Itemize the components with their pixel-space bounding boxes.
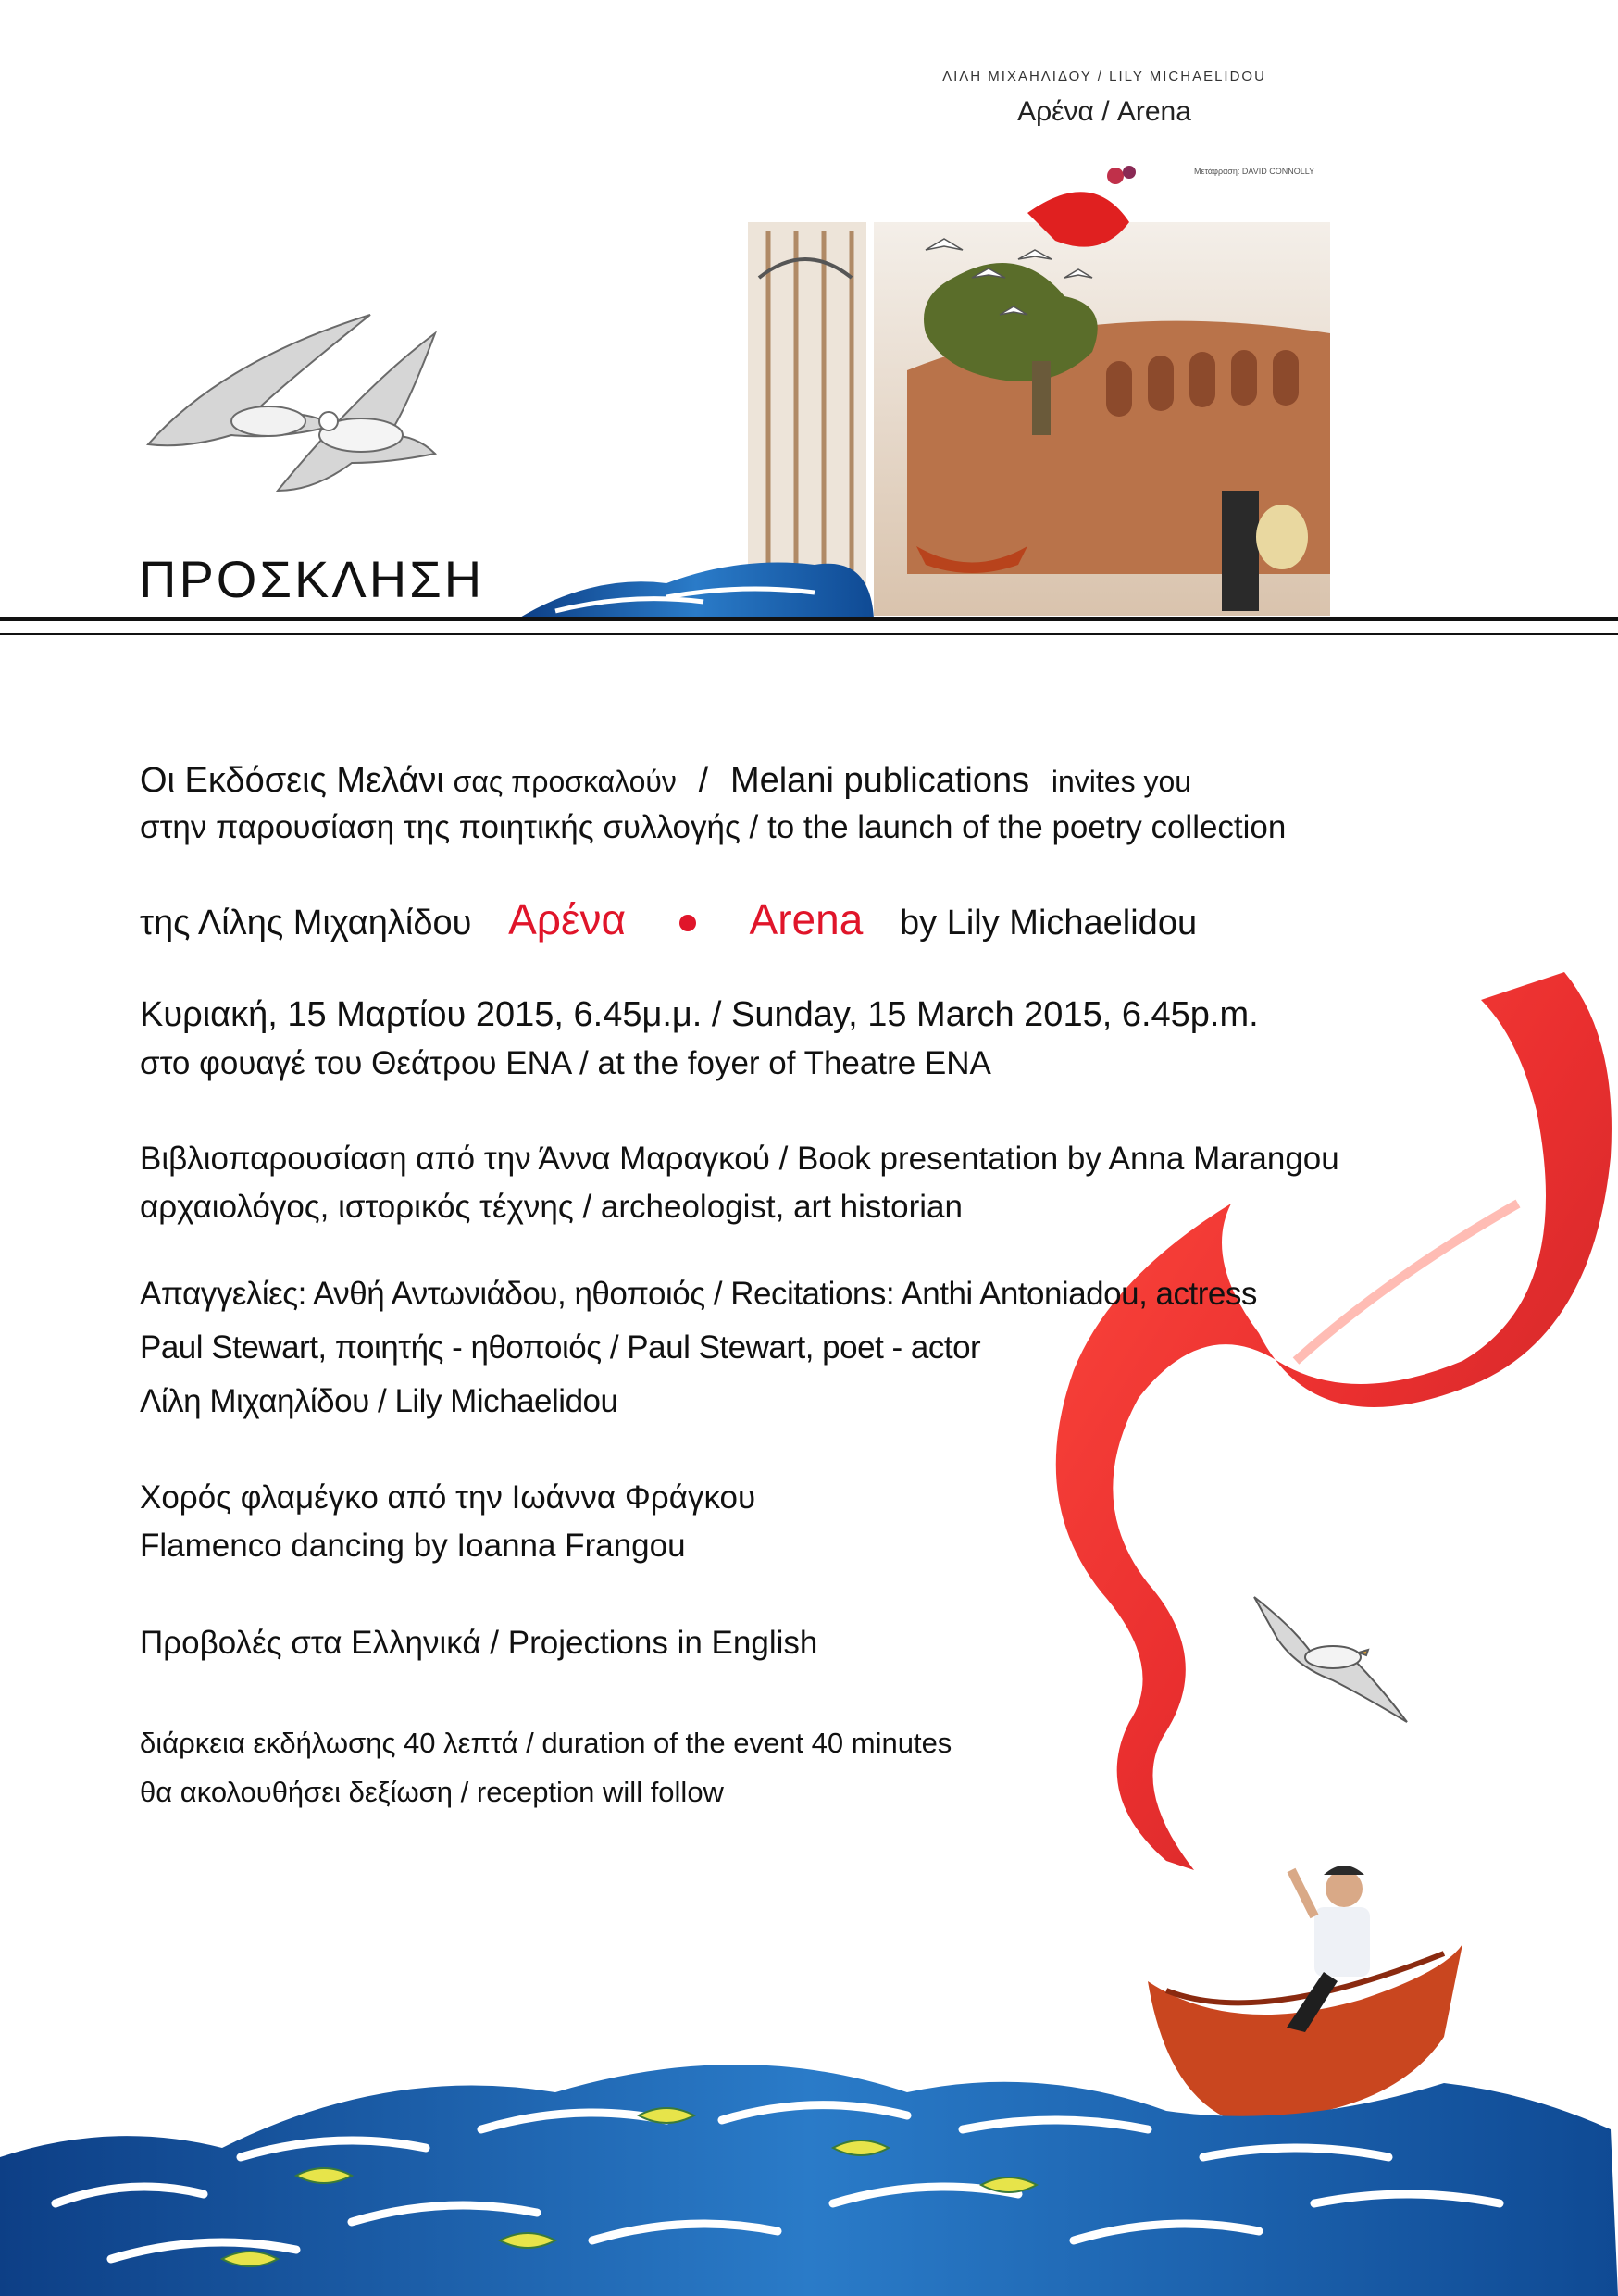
sea-bottom <box>0 2065 1618 2296</box>
recitations-line-1: Απαγγελίες: Ανθή Αντωνιάδου, ηθοποιός / Recitations: Anthi Antoniadou, actress <box>140 1276 1257 1312</box>
separator: / <box>698 761 709 800</box>
event-date: Κυριακή, 15 Μαρτίου 2015, 6.45μ.μ. / Sunday, 15 March 2015, 6.45p.m. <box>140 995 1259 1034</box>
book-title-en: Arena <box>749 895 864 943</box>
dance-line-1: Χορός φλαμέγκο από την Ιωάννα Φράγκου <box>140 1479 756 1516</box>
book-prefix: της Λίλης Μιχαηλίδου <box>140 904 472 942</box>
publisher-name-en: Melani publications <box>729 761 1030 800</box>
invite-gr: σας προσκαλούν <box>453 765 677 798</box>
cover-title: Αρένα / Arena <box>1017 96 1191 127</box>
seagulls-top-left <box>148 315 435 491</box>
duration-line: διάρκεια εκδήλωσης 40 λεπτά / duration of the event 40 minutes <box>140 1727 952 1759</box>
cover-art <box>748 166 1330 616</box>
projections-line: Προβολές στα Ελληνικά / Projections in English <box>140 1625 818 1661</box>
publisher-name-gr: Οι Εκδόσεις Μελάνι <box>140 761 444 800</box>
cover-translation: Μετάφραση: DAVID CONNOLLY <box>1194 167 1315 176</box>
intro-line-1 <box>140 763 1191 798</box>
dance-line-2: Flamenco dancing by Ioanna Frangou <box>140 1528 686 1564</box>
seagull-right <box>1254 1597 1407 1722</box>
red-silk-ribbon <box>1056 972 1612 1870</box>
bullet-dot <box>679 915 696 931</box>
invite-en: invites you <box>1051 765 1192 798</box>
man-in-boat <box>1148 1866 1462 2120</box>
event-venue: στο φουαγέ του Θεάτρου ΕΝΑ / at the foyer of Theatre ENA <box>140 1045 991 1081</box>
recitations-line-3: Λίλη Μιχαηλίδου / Lily Michaelidou <box>140 1383 618 1419</box>
presentation-line-2: αρχαιολόγος, ιστορικός τέχνης / archeologist, art historian <box>140 1189 963 1225</box>
book-title-gr: Αρένα <box>508 895 627 943</box>
book-suffix: by Lily Michaelidou <box>900 904 1198 942</box>
intro-line-2: στην παρουσίαση της ποιητικής συλλογής / to the launch of the poetry collection <box>140 809 1287 845</box>
divider-line-top <box>0 617 1618 621</box>
presentation-line-1: Βιβλιοπαρουσίαση από την Άννα Μαραγκού / Book presentation by Anna Marangou <box>140 1141 1339 1177</box>
book-line <box>140 895 1198 943</box>
cover-author: ΛΙΛΗ ΜΙΧΑΗΛΙΔΟΥ / LILY MICHAELIDOU <box>942 69 1266 84</box>
divider-line-bottom <box>0 633 1618 635</box>
page-title: ΠΡΟΣΚΛΗΣΗ <box>139 550 485 608</box>
sea-top <box>518 563 874 619</box>
reception-line: θα ακολουθήσει δεξίωση / reception will follow <box>140 1776 724 1808</box>
recitations-line-2: Paul Stewart, ποιητής - ηθοποιός / Paul Stewart, poet - actor <box>140 1329 981 1366</box>
